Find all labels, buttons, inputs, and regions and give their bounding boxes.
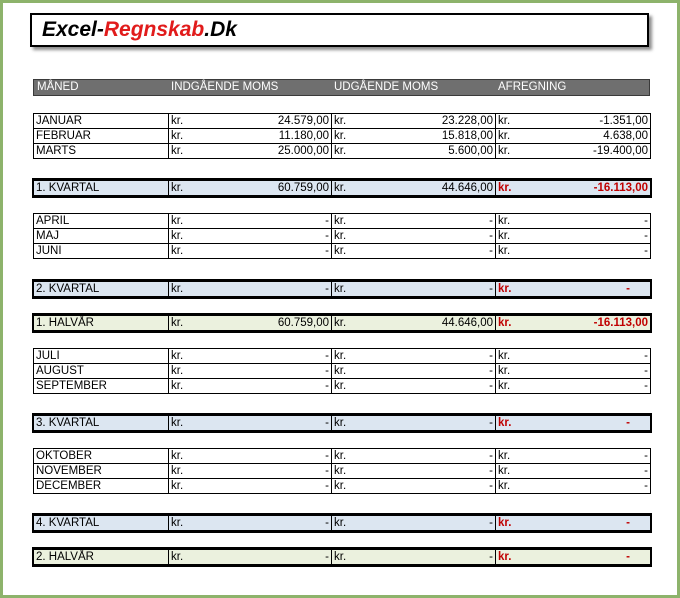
- outgoing-vat-value: -: [489, 350, 493, 362]
- outgoing-vat-cell[interactable]: [332, 479, 496, 494]
- currency-label: kr.: [498, 517, 512, 529]
- settlement-cell[interactable]: [496, 315, 651, 331]
- incoming-vat-value: -: [325, 215, 329, 227]
- q1-total-table: [33, 179, 651, 197]
- table-row-juni: [34, 244, 651, 259]
- currency-label: kr.: [334, 115, 347, 127]
- outgoing-vat-cell[interactable]: [332, 349, 496, 364]
- period-cell[interactable]: 4. KVARTAL: [34, 515, 169, 531]
- q4-months-table: [33, 448, 651, 494]
- currency-label: kr.: [334, 145, 347, 157]
- table-row-december: [34, 479, 651, 494]
- incoming-vat-cell[interactable]: [169, 129, 332, 144]
- currency-label: kr.: [498, 317, 512, 329]
- incoming-vat-value: -: [325, 517, 329, 529]
- settlement-value: -: [644, 465, 648, 477]
- month-cell[interactable]: JULI: [34, 349, 169, 364]
- currency-label: kr.: [171, 230, 184, 242]
- period-cell[interactable]: 1. KVARTAL: [34, 180, 169, 196]
- currency-label: kr.: [498, 245, 511, 257]
- currency-label: kr.: [334, 551, 347, 563]
- currency-label: kr.: [171, 350, 184, 362]
- incoming-vat-value: -: [325, 230, 329, 242]
- settlement-cell[interactable]: [496, 479, 651, 494]
- month-cell[interactable]: MAJ: [34, 229, 169, 244]
- table-row-september: [34, 379, 651, 394]
- currency-label: kr.: [498, 417, 512, 429]
- settlement-cell[interactable]: [496, 364, 651, 379]
- incoming-vat-value: -: [325, 245, 329, 257]
- settlement-value: -: [644, 245, 648, 257]
- currency-label: kr.: [498, 230, 511, 242]
- settlement-cell[interactable]: [496, 549, 651, 565]
- incoming-vat-cell[interactable]: [169, 549, 332, 565]
- settlement-cell[interactable]: [496, 214, 651, 229]
- incoming-vat-cell[interactable]: [169, 180, 332, 196]
- outgoing-vat-cell[interactable]: [332, 114, 496, 129]
- currency-label: kr.: [171, 283, 184, 295]
- incoming-vat-cell[interactable]: [169, 214, 332, 229]
- header-outgoing-vat: UDGÅENDE MOMS: [334, 81, 439, 93]
- outgoing-vat-value: -: [489, 380, 493, 392]
- incoming-vat-cell[interactable]: [169, 281, 332, 297]
- column-header-row: [33, 79, 650, 96]
- outgoing-vat-value: 23.228,00: [441, 115, 493, 127]
- q2-months-table: [33, 213, 651, 259]
- outgoing-vat-cell[interactable]: [332, 449, 496, 464]
- incoming-vat-cell[interactable]: [169, 114, 332, 129]
- currency-label: kr.: [498, 480, 511, 492]
- currency-label: kr.: [171, 215, 184, 227]
- settlement-cell[interactable]: [496, 281, 651, 297]
- table-row-q3: [34, 415, 651, 431]
- incoming-vat-value: 60.759,00: [277, 317, 329, 329]
- month-cell[interactable]: JANUAR: [34, 114, 169, 129]
- currency-label: kr.: [334, 517, 347, 529]
- currency-label: kr.: [171, 130, 184, 142]
- currency-label: kr.: [334, 317, 347, 329]
- currency-label: kr.: [171, 145, 184, 157]
- currency-label: kr.: [334, 380, 347, 392]
- currency-label: kr.: [498, 465, 511, 477]
- settlement-cell[interactable]: [496, 415, 651, 431]
- currency-label: kr.: [498, 115, 511, 127]
- table-row-juli: [34, 349, 651, 364]
- incoming-vat-cell[interactable]: [169, 349, 332, 364]
- logo-text-dk: .Dk: [204, 18, 237, 41]
- currency-label: kr.: [171, 115, 184, 127]
- settlement-value: -: [644, 365, 648, 377]
- settlement-cell[interactable]: [496, 464, 651, 479]
- table-row-h2: [34, 549, 651, 565]
- settlement-cell[interactable]: [496, 144, 651, 159]
- currency-label: kr.: [498, 450, 511, 462]
- table-row-oktober: [34, 449, 651, 464]
- incoming-vat-cell[interactable]: [169, 379, 332, 394]
- month-cell[interactable]: SEPTEMBER: [34, 379, 169, 394]
- incoming-vat-value: 24.579,00: [277, 115, 329, 127]
- currency-label: kr.: [171, 551, 184, 563]
- table-row-q1: [34, 180, 651, 196]
- settlement-cell[interactable]: [496, 515, 651, 531]
- incoming-vat-value: 25.000,00: [277, 145, 329, 157]
- currency-label: kr.: [334, 480, 347, 492]
- table-row-august: [34, 364, 651, 379]
- q3-months-table: [33, 348, 651, 394]
- outgoing-vat-value: -: [489, 480, 493, 492]
- settlement-cell[interactable]: [496, 449, 651, 464]
- h2-total-table: [33, 548, 651, 566]
- incoming-vat-cell[interactable]: [169, 479, 332, 494]
- settlement-cell[interactable]: [496, 244, 651, 259]
- incoming-vat-value: -: [325, 450, 329, 462]
- incoming-vat-cell[interactable]: [169, 144, 332, 159]
- settlement-value: -: [644, 230, 648, 242]
- currency-label: kr.: [334, 130, 347, 142]
- settlement-value: -: [626, 417, 630, 429]
- outgoing-vat-cell[interactable]: [332, 379, 496, 394]
- outgoing-vat-cell[interactable]: [332, 129, 496, 144]
- currency-label: kr.: [171, 465, 184, 477]
- currency-label: kr.: [498, 130, 511, 142]
- outgoing-vat-cell[interactable]: [332, 144, 496, 159]
- table-row-marts: [34, 144, 651, 159]
- outgoing-vat-value: -: [489, 215, 493, 227]
- currency-label: kr.: [334, 465, 347, 477]
- currency-label: kr.: [171, 317, 184, 329]
- q1-months-table: [33, 113, 651, 159]
- settlement-value: -: [644, 380, 648, 392]
- header-settlement: AFREGNING: [498, 81, 567, 93]
- month-cell[interactable]: JUNI: [34, 244, 169, 259]
- outgoing-vat-value: -: [489, 365, 493, 377]
- outgoing-vat-cell[interactable]: [332, 515, 496, 531]
- outgoing-vat-cell[interactable]: [332, 464, 496, 479]
- currency-label: kr.: [498, 380, 511, 392]
- incoming-vat-value: -: [325, 551, 329, 563]
- settlement-value: -16.113,00: [593, 317, 648, 329]
- settlement-value: -: [626, 517, 630, 529]
- outgoing-vat-value: -: [489, 450, 493, 462]
- outgoing-vat-value: -: [489, 517, 493, 529]
- h1-total-table: [33, 314, 651, 332]
- currency-label: kr.: [334, 230, 347, 242]
- outgoing-vat-cell[interactable]: [332, 229, 496, 244]
- header-incoming-vat: INDGÅENDE MOMS: [171, 81, 279, 93]
- outgoing-vat-value: 44.646,00: [441, 182, 493, 194]
- currency-label: kr.: [171, 480, 184, 492]
- logo-text-excel: Excel-: [42, 18, 104, 41]
- month-cell[interactable]: DECEMBER: [34, 479, 169, 494]
- incoming-vat-cell[interactable]: [169, 364, 332, 379]
- incoming-vat-value: -: [325, 365, 329, 377]
- month-cell[interactable]: AUGUST: [34, 364, 169, 379]
- month-cell[interactable]: APRIL: [34, 214, 169, 229]
- outgoing-vat-value: -: [489, 245, 493, 257]
- currency-label: kr.: [171, 380, 184, 392]
- month-cell[interactable]: MARTS: [34, 144, 169, 159]
- outgoing-vat-cell[interactable]: [332, 180, 496, 196]
- month-cell[interactable]: NOVEMBER: [34, 464, 169, 479]
- currency-label: kr.: [171, 245, 184, 257]
- table-row-februar: [34, 129, 651, 144]
- site-logo: [30, 13, 649, 47]
- outgoing-vat-value: -: [489, 417, 493, 429]
- outgoing-vat-cell[interactable]: [332, 549, 496, 565]
- settlement-value: -: [644, 450, 648, 462]
- table-row-h1: [34, 315, 651, 331]
- currency-label: kr.: [498, 215, 511, 227]
- period-cell[interactable]: 1. HALVÅR: [34, 315, 169, 331]
- incoming-vat-cell[interactable]: [169, 244, 332, 259]
- outgoing-vat-cell[interactable]: [332, 364, 496, 379]
- currency-label: kr.: [498, 182, 512, 194]
- settlement-cell[interactable]: [496, 379, 651, 394]
- incoming-vat-value: -: [325, 380, 329, 392]
- settlement-value: -19.400,00: [593, 145, 648, 157]
- outgoing-vat-value: -: [489, 551, 493, 563]
- incoming-vat-cell[interactable]: [169, 515, 332, 531]
- currency-label: kr.: [498, 365, 511, 377]
- incoming-vat-cell[interactable]: [169, 229, 332, 244]
- q4-total-table: [33, 514, 651, 532]
- month-cell[interactable]: OKTOBER: [34, 449, 169, 464]
- currency-label: kr.: [171, 182, 184, 194]
- incoming-vat-value: -: [325, 417, 329, 429]
- settlement-value: -: [626, 551, 630, 563]
- currency-label: kr.: [334, 215, 347, 227]
- settlement-cell[interactable]: [496, 229, 651, 244]
- settlement-value: -: [644, 480, 648, 492]
- outgoing-vat-cell[interactable]: [332, 415, 496, 431]
- incoming-vat-cell[interactable]: [169, 315, 332, 331]
- settlement-value: -: [626, 283, 630, 295]
- period-cell[interactable]: 2. KVARTAL: [34, 281, 169, 297]
- outgoing-vat-value: -: [489, 283, 493, 295]
- outgoing-vat-value: 44.646,00: [441, 317, 493, 329]
- incoming-vat-cell[interactable]: [169, 464, 332, 479]
- period-cell[interactable]: 3. KVARTAL: [34, 415, 169, 431]
- settlement-value: -16.113,00: [593, 182, 648, 194]
- table-row-april: [34, 214, 651, 229]
- settlement-value: 4.638,00: [603, 130, 648, 142]
- incoming-vat-value: 11.180,00: [278, 130, 329, 142]
- currency-label: kr.: [171, 517, 184, 529]
- currency-label: kr.: [334, 350, 347, 362]
- incoming-vat-value: 60.759,00: [277, 182, 329, 194]
- currency-label: kr.: [171, 450, 184, 462]
- month-cell[interactable]: FEBRUAR: [34, 129, 169, 144]
- table-row-q2: [34, 281, 651, 297]
- outgoing-vat-value: -: [489, 465, 493, 477]
- settlement-cell[interactable]: [496, 114, 651, 129]
- currency-label: kr.: [334, 245, 347, 257]
- outgoing-vat-cell[interactable]: [332, 214, 496, 229]
- q2-total-table: [33, 280, 651, 298]
- settlement-cell[interactable]: [496, 349, 651, 364]
- incoming-vat-value: -: [325, 480, 329, 492]
- currency-label: kr.: [498, 283, 512, 295]
- currency-label: kr.: [334, 417, 347, 429]
- table-row-q4: [34, 515, 651, 531]
- currency-label: kr.: [171, 365, 184, 377]
- header-month: MÅNED: [37, 81, 79, 93]
- currency-label: kr.: [498, 350, 511, 362]
- settlement-cell[interactable]: [496, 129, 651, 144]
- table-row-januar: [34, 114, 651, 129]
- incoming-vat-cell[interactable]: [169, 415, 332, 431]
- currency-label: kr.: [498, 145, 511, 157]
- outgoing-vat-cell[interactable]: [332, 244, 496, 259]
- currency-label: kr.: [334, 365, 347, 377]
- outgoing-vat-value: 5.600,00: [448, 145, 493, 157]
- settlement-cell[interactable]: [496, 180, 651, 196]
- incoming-vat-value: -: [325, 350, 329, 362]
- currency-label: kr.: [334, 182, 347, 194]
- currency-label: kr.: [334, 450, 347, 462]
- incoming-vat-cell[interactable]: [169, 449, 332, 464]
- currency-label: kr.: [171, 417, 184, 429]
- currency-label: kr.: [498, 551, 512, 563]
- table-row-maj: [34, 229, 651, 244]
- incoming-vat-value: -: [325, 465, 329, 477]
- outgoing-vat-cell[interactable]: [332, 315, 496, 331]
- settlement-value: -: [644, 215, 648, 227]
- outgoing-vat-value: -: [489, 230, 493, 242]
- currency-label: kr.: [334, 283, 347, 295]
- q3-total-table: [33, 414, 651, 432]
- settlement-value: -: [644, 350, 648, 362]
- settlement-value: -1.351,00: [599, 115, 648, 127]
- outgoing-vat-value: 15.818,00: [441, 130, 493, 142]
- outgoing-vat-cell[interactable]: [332, 281, 496, 297]
- table-row-november: [34, 464, 651, 479]
- period-cell[interactable]: 2. HALVÅR: [34, 549, 169, 565]
- incoming-vat-value: -: [325, 283, 329, 295]
- logo-text-regnskab: Regnskab: [103, 18, 205, 41]
